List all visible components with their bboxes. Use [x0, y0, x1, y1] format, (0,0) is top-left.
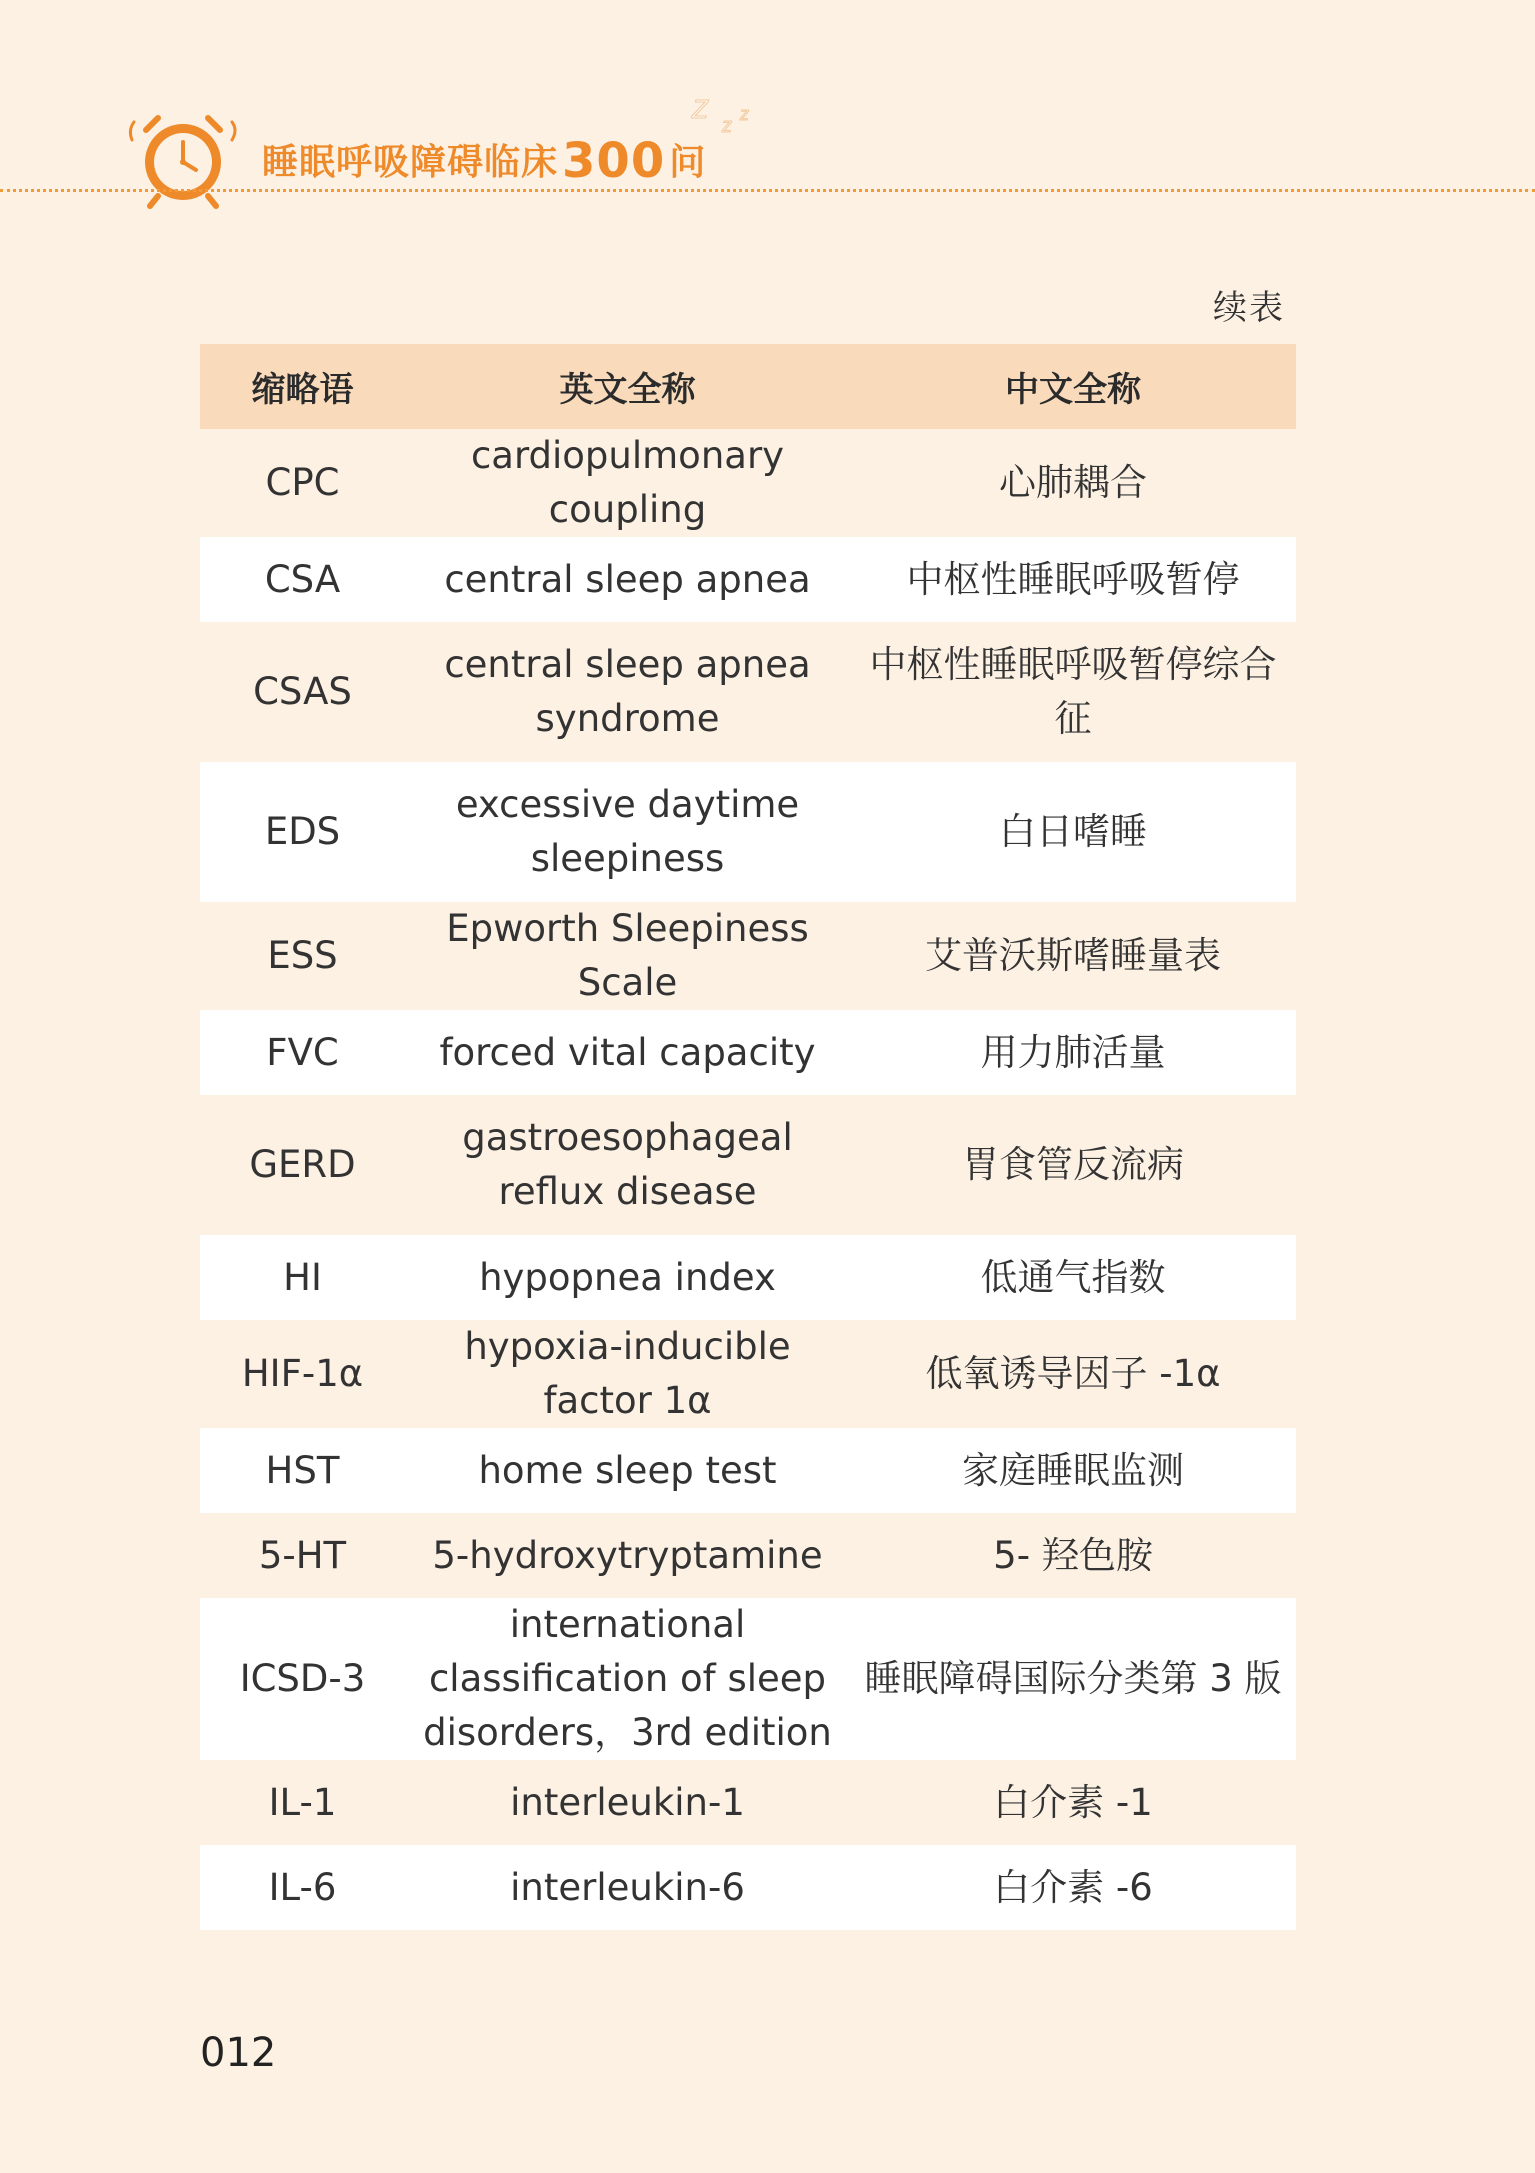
cell-english: hypoxia-inducible factor 1α — [405, 1320, 850, 1428]
cell-english: excessive daytime sleepiness — [405, 762, 850, 902]
zzz-icon — [688, 88, 768, 148]
cell-abbr: HIF-1α — [200, 1320, 405, 1428]
cell-abbr: EDS — [200, 762, 405, 902]
table-row — [200, 622, 1296, 762]
cell-chinese: 用力肺活量 — [850, 1010, 1296, 1095]
cell-chinese: 艾普沃斯嗜睡量表 — [850, 902, 1296, 1010]
cell-chinese: 白日嗜睡 — [850, 762, 1296, 902]
cell-abbr: 5-HT — [200, 1513, 405, 1598]
table-row — [200, 1598, 1296, 1760]
book-title-number: 300 — [562, 133, 666, 189]
page-number: 012 — [200, 2030, 277, 2076]
svg-text:z: z — [722, 115, 732, 137]
table-row — [200, 1760, 1296, 1845]
cell-chinese: 白介素 -6 — [850, 1845, 1296, 1930]
svg-text:Z: Z — [692, 94, 708, 124]
cell-chinese: 胃食管反流病 — [850, 1095, 1296, 1235]
cell-abbr: ICSD-3 — [200, 1598, 405, 1760]
cell-english: gastroesophageal reflux disease — [405, 1095, 850, 1235]
page-header — [0, 0, 1535, 200]
table-header-row — [200, 344, 1296, 429]
book-title — [262, 130, 707, 189]
cell-abbr: GERD — [200, 1095, 405, 1235]
table-row — [200, 1428, 1296, 1513]
abbreviation-table — [200, 344, 1296, 1930]
alarm-clock-icon — [128, 100, 238, 210]
table-row — [200, 902, 1296, 1010]
cell-chinese: 低通气指数 — [850, 1235, 1296, 1320]
book-title-prefix: 睡眠呼吸障碍临床 — [262, 142, 559, 183]
cell-chinese: 家庭睡眠监测 — [850, 1428, 1296, 1513]
table-row — [200, 762, 1296, 902]
cell-english: interleukin-6 — [405, 1845, 850, 1930]
cell-english: 5-hydroxytryptamine — [405, 1513, 850, 1598]
header-chinese: 中文全称 — [850, 344, 1296, 429]
table-row — [200, 1845, 1296, 1930]
cell-chinese: 中枢性睡眠呼吸暂停 — [850, 537, 1296, 622]
cell-abbr: CSA — [200, 537, 405, 622]
cell-chinese: 中枢性睡眠呼吸暂停综合征 — [850, 622, 1296, 762]
cell-english: cardiopulmonary coupling — [405, 429, 850, 537]
cell-english: Epworth Sleepiness Scale — [405, 902, 850, 1010]
cell-english: home sleep test — [405, 1428, 850, 1513]
table-row — [200, 1235, 1296, 1320]
book-title-suffix: 问 — [669, 142, 707, 183]
table-row — [200, 429, 1296, 537]
table-row — [200, 1513, 1296, 1598]
cell-abbr: IL-6 — [200, 1845, 405, 1930]
cell-english: international classification of sleep disorders，3rd edition — [405, 1598, 850, 1760]
cell-chinese: 心肺耦合 — [850, 429, 1296, 537]
cell-chinese: 白介素 -1 — [850, 1760, 1296, 1845]
cell-abbr: HI — [200, 1235, 405, 1320]
table-row — [200, 1095, 1296, 1235]
cell-abbr: ESS — [200, 902, 405, 1010]
cell-english: interleukin-1 — [405, 1760, 850, 1845]
cell-abbr: FVC — [200, 1010, 405, 1095]
cell-chinese: 低氧诱导因子 -1α — [850, 1320, 1296, 1428]
cell-abbr: CPC — [200, 429, 405, 537]
cell-english: hypopnea index — [405, 1235, 850, 1320]
table-row — [200, 1320, 1296, 1428]
table-row — [200, 537, 1296, 622]
header-abbr: 缩略语 — [200, 344, 405, 429]
cell-english: central sleep apnea syndrome — [405, 622, 850, 762]
cell-abbr: CSAS — [200, 622, 405, 762]
cell-chinese: 5- 羟色胺 — [850, 1513, 1296, 1598]
continued-label: 续表 — [1213, 288, 1285, 328]
table-row — [200, 1010, 1296, 1095]
cell-abbr: HST — [200, 1428, 405, 1513]
svg-text:z: z — [740, 104, 749, 124]
cell-english: central sleep apnea — [405, 537, 850, 622]
cell-abbr: IL-1 — [200, 1760, 405, 1845]
cell-english: forced vital capacity — [405, 1010, 850, 1095]
header-english: 英文全称 — [405, 344, 850, 429]
header-dotted-divider — [0, 189, 1535, 192]
cell-chinese: 睡眠障碍国际分类第 3 版 — [850, 1598, 1296, 1760]
